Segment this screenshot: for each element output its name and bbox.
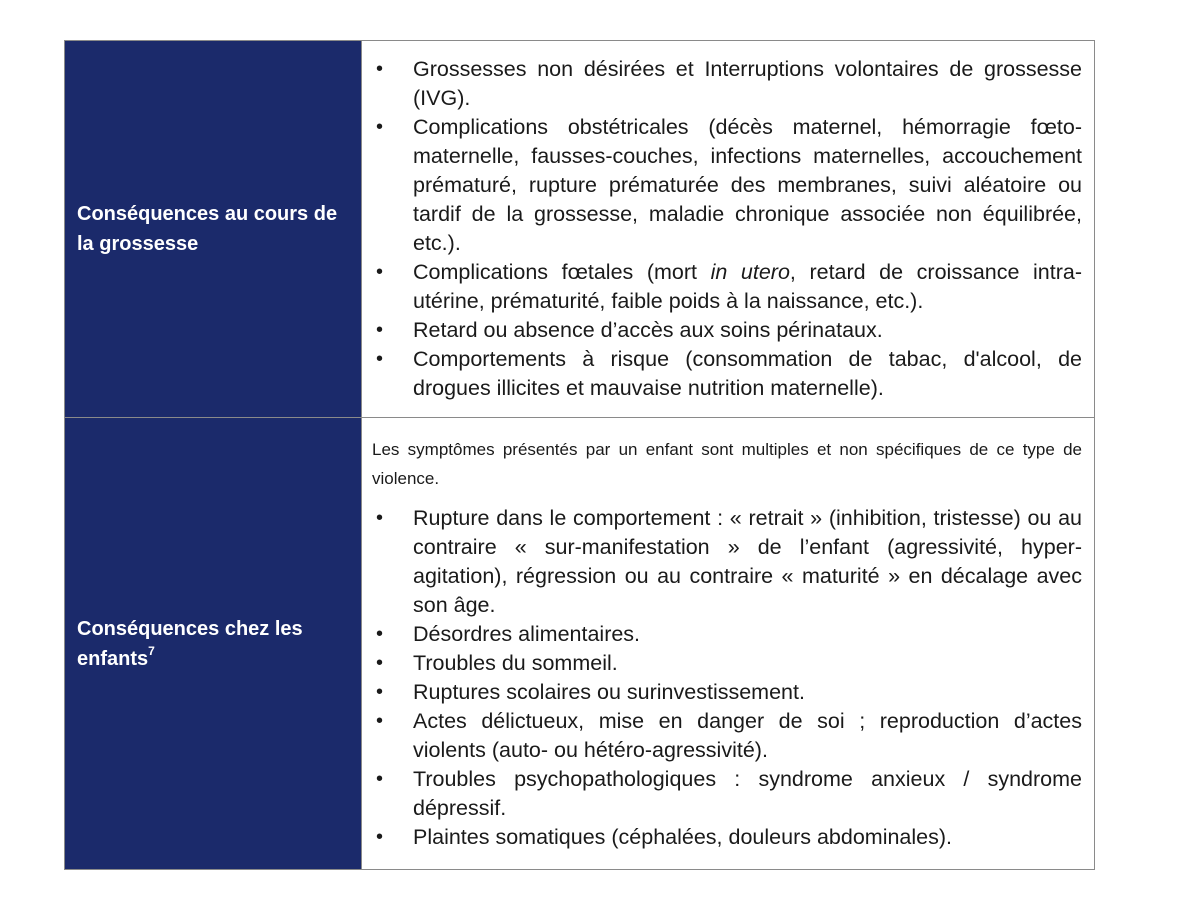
footnote-marker: 7 xyxy=(148,643,155,658)
list-item: • Troubles psychopathologiques : syndrome anxieux / syndrome dépressif. xyxy=(372,765,1082,823)
list-item: • Actes délictueux, mise en danger de soi ; reproduction d’actes violents (auto- ou hétéro-agressivité). xyxy=(372,707,1082,765)
list-item: • Complications obstétricales (décès maternel, hémorragie fœto-maternelle, fausses-couches, infections maternelles, accouchement prématuré, rupture prématurée des membranes, suivi aléatoire ou tardif de la grossesse, maladie chronique associée non équilibrée, etc.). xyxy=(372,113,1082,258)
italic-term: in utero xyxy=(710,260,790,284)
table-row xyxy=(65,41,1094,417)
consequences-table xyxy=(64,40,1095,870)
list-item: • Rupture dans le comportement : « retrait » (inhibition, tristesse) ou au contraire « sur-manifestation » de l’enfant (agressivité, hyper-agitation), régression ou au contraire « maturité » en décalage avec son âge. xyxy=(372,504,1082,620)
list-item: • Grossesses non désirées et Interruptions volontaires de grossesse (IVG). xyxy=(372,55,1082,113)
row-content xyxy=(362,418,1094,869)
list-item: • Ruptures scolaires ou surinvestissement. xyxy=(372,678,1082,707)
list-item: • Plaintes somatiques (céphalées, douleurs abdominales). xyxy=(372,823,1082,852)
row-header xyxy=(65,418,362,869)
row-header-label: Conséquences chez les enfants xyxy=(77,617,303,670)
bullet-list xyxy=(372,55,1082,403)
row-header-text xyxy=(77,614,349,674)
list-item: • Retard ou absence d’accès aux soins périnataux. xyxy=(372,316,1082,345)
list-item: • Troubles du sommeil. xyxy=(372,649,1082,678)
table-row xyxy=(65,417,1094,869)
intro-paragraph: Les symptômes présentés par un enfant sont multiples et non spécifiques de ce type de violence. xyxy=(372,440,1082,488)
list-item: • Comportements à risque (consommation de tabac, d'alcool, de drogues illicites et mauvaise nutrition maternelle). xyxy=(372,345,1082,403)
list-item: • Complications fœtales (mort in utero, retard de croissance intra-utérine, prématurité, faible poids à la naissance, etc.). xyxy=(372,258,1082,316)
row-header xyxy=(65,41,362,417)
row-header-label: Conséquences au cours de la grossesse xyxy=(77,203,338,255)
list-item: • Désordres alimentaires. xyxy=(372,620,1082,649)
row-content xyxy=(362,41,1094,417)
bullet-list xyxy=(372,504,1082,852)
